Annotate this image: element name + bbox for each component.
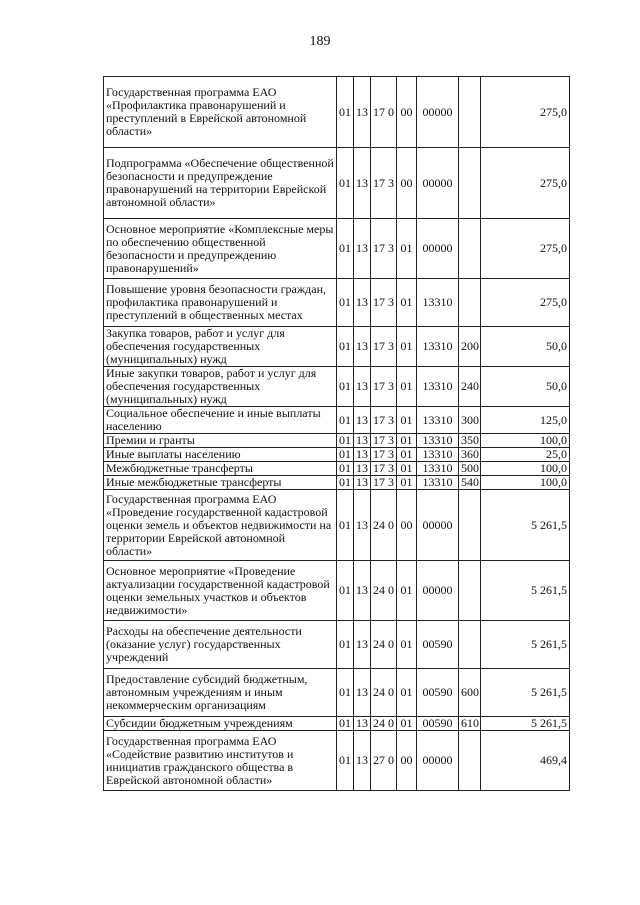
row-amount: 275,0	[481, 148, 570, 219]
row-item: 00590	[417, 717, 459, 731]
row-subprogram: 01	[397, 434, 417, 448]
table-row	[104, 561, 570, 621]
row-amount: 5 261,5	[481, 717, 570, 731]
row-item: 00000	[417, 148, 459, 219]
row-section: 13	[354, 148, 371, 219]
row-program: 17 3	[371, 148, 397, 219]
row-name: Закупка товаров, работ и услуг для обеспечения государственных (муниципальных) нужд	[104, 327, 337, 367]
row-subprogram: 00	[397, 731, 417, 791]
row-ministry: 01	[337, 77, 354, 148]
table-row	[104, 717, 570, 731]
row-item: 13310	[417, 367, 459, 407]
row-ministry: 01	[337, 327, 354, 367]
row-item: 00000	[417, 77, 459, 148]
row-section: 13	[354, 731, 371, 791]
row-expense-type: 540	[459, 476, 481, 490]
row-expense-type: 360	[459, 448, 481, 462]
row-name: Повышение уровня безопасности граждан, профилактика правонарушений и преступлений в общественных местах	[104, 279, 337, 327]
row-section: 13	[354, 219, 371, 279]
row-ministry: 01	[337, 407, 354, 434]
row-expense-type: 240	[459, 367, 481, 407]
row-expense-type: 300	[459, 407, 481, 434]
row-subprogram: 01	[397, 476, 417, 490]
row-program: 17 0	[371, 77, 397, 148]
row-name: Основное мероприятие «Проведение актуализации государственной кадастровой оценки земельных участков и объектов недвижимости»	[104, 561, 337, 621]
row-name: Основное мероприятие «Комплексные меры по обеспечению общественной безопасности и предупреждению правонарушений»	[104, 219, 337, 279]
row-expense-type	[459, 490, 481, 561]
table-row	[104, 327, 570, 367]
row-section: 13	[354, 476, 371, 490]
row-section: 13	[354, 367, 371, 407]
row-program: 17 3	[371, 476, 397, 490]
row-subprogram: 01	[397, 327, 417, 367]
table-row	[104, 367, 570, 407]
row-section: 13	[354, 717, 371, 731]
row-expense-type: 610	[459, 717, 481, 731]
row-name: Расходы на обеспечение деятельности (оказание услуг) государственных учреждений	[104, 621, 337, 669]
row-expense-type	[459, 561, 481, 621]
row-program: 24 0	[371, 621, 397, 669]
row-program: 24 0	[371, 669, 397, 717]
table-row	[104, 407, 570, 434]
row-amount: 275,0	[481, 219, 570, 279]
row-program: 17 3	[371, 327, 397, 367]
row-expense-type: 600	[459, 669, 481, 717]
row-name: Иные выплаты населению	[104, 448, 337, 462]
row-expense-type	[459, 77, 481, 148]
row-ministry: 01	[337, 717, 354, 731]
table-row	[104, 434, 570, 448]
row-program: 24 0	[371, 490, 397, 561]
table-row	[104, 148, 570, 219]
budget-table	[103, 76, 570, 791]
row-item: 00000	[417, 490, 459, 561]
row-amount: 275,0	[481, 77, 570, 148]
row-program: 17 3	[371, 279, 397, 327]
row-ministry: 01	[337, 367, 354, 407]
row-item: 13310	[417, 279, 459, 327]
row-subprogram: 01	[397, 279, 417, 327]
row-program: 17 3	[371, 434, 397, 448]
row-subprogram: 00	[397, 148, 417, 219]
row-ministry: 01	[337, 476, 354, 490]
row-ministry: 01	[337, 448, 354, 462]
row-section: 13	[354, 77, 371, 148]
row-section: 13	[354, 327, 371, 367]
row-expense-type	[459, 621, 481, 669]
row-name: Субсидии бюджетным учреждениям	[104, 717, 337, 731]
table-row	[104, 669, 570, 717]
row-section: 13	[354, 407, 371, 434]
row-ministry: 01	[337, 621, 354, 669]
row-name: Государственная программа ЕАО «Содействие развитию институтов и инициатив гражданского общества в Еврейской автономной области»	[104, 731, 337, 791]
row-program: 17 3	[371, 219, 397, 279]
row-item: 13310	[417, 407, 459, 434]
table-row	[104, 476, 570, 490]
table-row	[104, 219, 570, 279]
row-amount: 5 261,5	[481, 561, 570, 621]
row-amount: 125,0	[481, 407, 570, 434]
row-program: 17 3	[371, 448, 397, 462]
row-section: 13	[354, 448, 371, 462]
row-amount: 469,4	[481, 731, 570, 791]
row-expense-type: 350	[459, 434, 481, 448]
row-section: 13	[354, 434, 371, 448]
row-amount: 50,0	[481, 367, 570, 407]
table-row	[104, 279, 570, 327]
row-item: 13310	[417, 462, 459, 476]
row-ministry: 01	[337, 148, 354, 219]
row-section: 13	[354, 561, 371, 621]
row-section: 13	[354, 462, 371, 476]
row-item: 00590	[417, 669, 459, 717]
row-subprogram: 00	[397, 490, 417, 561]
row-item: 13310	[417, 327, 459, 367]
row-name: Предоставление субсидий бюджетным, автономным учреждениям и иным некоммерческим организациям	[104, 669, 337, 717]
row-section: 13	[354, 621, 371, 669]
row-expense-type	[459, 148, 481, 219]
row-ministry: 01	[337, 490, 354, 561]
table-row	[104, 77, 570, 148]
row-ministry: 01	[337, 219, 354, 279]
row-expense-type: 500	[459, 462, 481, 476]
row-item: 00000	[417, 219, 459, 279]
row-subprogram: 01	[397, 219, 417, 279]
row-subprogram: 01	[397, 621, 417, 669]
row-subprogram: 01	[397, 367, 417, 407]
page-number: 189	[309, 34, 331, 49]
row-program: 17 3	[371, 407, 397, 434]
row-name: Иные межбюджетные трансферты	[104, 476, 337, 490]
row-item: 13310	[417, 434, 459, 448]
row-name: Премии и гранты	[104, 434, 337, 448]
row-program: 27 0	[371, 731, 397, 791]
row-amount: 25,0	[481, 448, 570, 462]
row-amount: 50,0	[481, 327, 570, 367]
row-program: 17 3	[371, 462, 397, 476]
row-subprogram: 01	[397, 669, 417, 717]
row-name: Государственная программа ЕАО «Профилактика правонарушений и преступлений в Еврейской автономной области»	[104, 77, 337, 148]
row-ministry: 01	[337, 731, 354, 791]
row-expense-type	[459, 279, 481, 327]
row-expense-type	[459, 219, 481, 279]
table-row	[104, 448, 570, 462]
row-name: Социальное обеспечение и иные выплаты населению	[104, 407, 337, 434]
row-ministry: 01	[337, 462, 354, 476]
row-section: 13	[354, 490, 371, 561]
row-amount: 100,0	[481, 434, 570, 448]
table-row	[104, 731, 570, 791]
row-item: 00590	[417, 621, 459, 669]
row-subprogram: 01	[397, 561, 417, 621]
row-item: 00000	[417, 561, 459, 621]
row-ministry: 01	[337, 669, 354, 717]
row-amount: 5 261,5	[481, 669, 570, 717]
row-name: Межбюджетные трансферты	[104, 462, 337, 476]
row-subprogram: 00	[397, 77, 417, 148]
row-item: 13310	[417, 448, 459, 462]
row-expense-type: 200	[459, 327, 481, 367]
row-program: 24 0	[371, 717, 397, 731]
row-subprogram: 01	[397, 407, 417, 434]
row-item: 13310	[417, 476, 459, 490]
row-name: Иные закупки товаров, работ и услуг для обеспечения государственных (муниципальных) нужд	[104, 367, 337, 407]
row-ministry: 01	[337, 561, 354, 621]
row-program: 24 0	[371, 561, 397, 621]
row-expense-type	[459, 731, 481, 791]
table-row	[104, 621, 570, 669]
table-row	[104, 462, 570, 476]
row-subprogram: 01	[397, 448, 417, 462]
row-subprogram: 01	[397, 717, 417, 731]
row-amount: 5 261,5	[481, 621, 570, 669]
row-amount: 275,0	[481, 279, 570, 327]
row-amount: 100,0	[481, 476, 570, 490]
table-row	[104, 490, 570, 561]
row-item: 00000	[417, 731, 459, 791]
row-amount: 5 261,5	[481, 490, 570, 561]
row-amount: 100,0	[481, 462, 570, 476]
row-name: Подпрограмма «Обеспечение общественной безопасности и предупреждение правонарушений на территории Еврейской автономной области»	[104, 148, 337, 219]
row-subprogram: 01	[397, 462, 417, 476]
row-ministry: 01	[337, 434, 354, 448]
row-program: 17 3	[371, 367, 397, 407]
row-ministry: 01	[337, 279, 354, 327]
row-section: 13	[354, 669, 371, 717]
row-section: 13	[354, 279, 371, 327]
row-name: Государственная программа ЕАО «Проведение государственной кадастровой оценки земель и объектов недвижимости на территории Еврейской автономной области»	[104, 490, 337, 561]
